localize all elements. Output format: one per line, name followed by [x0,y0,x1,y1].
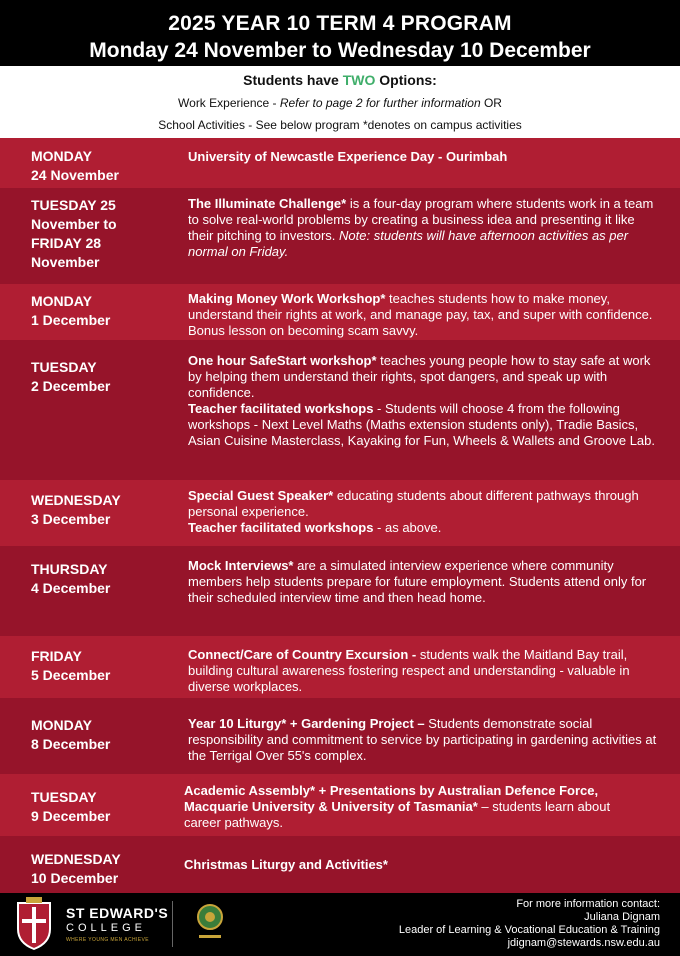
schedule-description: One hour SafeStart workshop* teaches young people how to stay safe at work by helping them understand their rights, spot dangers, and speak up with confidence. Teacher facilitated workshops - Students will choose 4 from the following workshops - Next Level Maths (Maths extension students only), Tradie Basics, Asian Cuisine Masterclass, Kayaking for Fun, Wheels & Wallets and Groove Lab. [188,353,656,448]
schedule-day: WEDNESDAY 3 December [31,492,121,527]
schedule-day: TUESDAY 9 December [31,789,111,824]
work-experience-option: Work Experience - Refer to page 2 for further information OR [178,96,502,110]
college-crest-icon [14,897,54,951]
program-dates: Monday 24 November to Wednesday 10 December [89,39,591,62]
schedule-row [0,340,680,480]
schedule-row [0,138,680,188]
two-highlight: TWO [342,72,376,88]
college-tagline: WHERE YOUNG MEN ACHIEVE [66,937,150,943]
schedule-description: Special Guest Speaker* educating students about different pathways through personal experience. Teacher facilitated workshops - as above. [188,488,639,535]
schedule-row [0,188,680,284]
school-activities-option: School Activities - See below program *denotes on campus activities [158,118,522,132]
schedule-day: FRIDAY 5 December [31,648,111,683]
schedule-row [0,636,680,698]
schedule-row [0,836,680,893]
schedule-description: University of Newcastle Experience Day - Ourimbah [188,149,508,164]
partner-logo-icon [195,903,225,945]
schedule-description: Year 10 Liturgy* + Gardening Project – Students demonstrate social responsibility and commitment to service by participating in gardening activities at the Terrigal Over 55's complex. [188,716,657,763]
schedule-description: Academic Assembly* + Presentations by Australian Defence Force, Macquarie University & University of Tasmania* – students learn about career pathways. [184,783,611,830]
schedule-day: MONDAY 24 November [31,148,119,183]
college-word: COLLEGE [66,922,146,934]
contact-heading: For more information contact: [516,898,660,910]
contact-role: Leader of Learning & Vocational Education & Training [398,924,660,936]
schedule-description: Christmas Liturgy and Activities* [184,857,388,872]
schedule-row [0,774,680,836]
schedule-description: Making Money Work Workshop* teaches students how to make money, understand their rights at work, and manage pay, tax, and super with confidence. Bonus lesson on becoming scam savvy. [188,291,653,338]
contact-info [399,898,660,950]
footer [0,893,680,956]
options-box [0,66,680,138]
schedule-description: The Illuminate Challenge* is a four-day program where students work in a team to solve real-world problems by creating a business idea and presenting it like their pitching to investors. Note: students will have afternoon activities as per normal on Friday. [188,196,654,259]
footer-divider [172,901,173,947]
schedule-day: TUESDAY 25 November to FRIDAY 28 November [31,197,117,270]
schedule-day: MONDAY 1 December [31,293,111,328]
schedule-description: Connect/Care of Country Excursion - students walk the Maitland Bay trail, building cultural awareness fostering respect and understanding - valuable in diverse workplaces. [188,647,630,694]
college-name: ST EDWARD'S [66,905,169,921]
schedule-description: Mock Interviews* are a simulated interview experience where community members help students prepare for future employment. Students attend only for their scheduled interview time and then head home. [188,558,647,605]
schedule-row [0,546,680,636]
schedule-day: TUESDAY 2 December [31,359,111,394]
schedule-day: THURSDAY 4 December [31,561,111,596]
schedule-row [0,480,680,546]
contact-email[interactable]: jdignam@stewards.nsw.edu.au [507,937,660,949]
schedule-day: MONDAY 8 December [31,717,111,752]
program-title: 2025 YEAR 10 TERM 4 PROGRAM [168,12,512,35]
schedule-row [0,698,680,774]
contact-name: Juliana Dignam [584,911,660,923]
schedule-row [0,284,680,340]
options-heading: Students have TWO Options: [243,72,437,88]
program-header [0,0,680,66]
schedule-day: WEDNESDAY 10 December [31,851,121,886]
